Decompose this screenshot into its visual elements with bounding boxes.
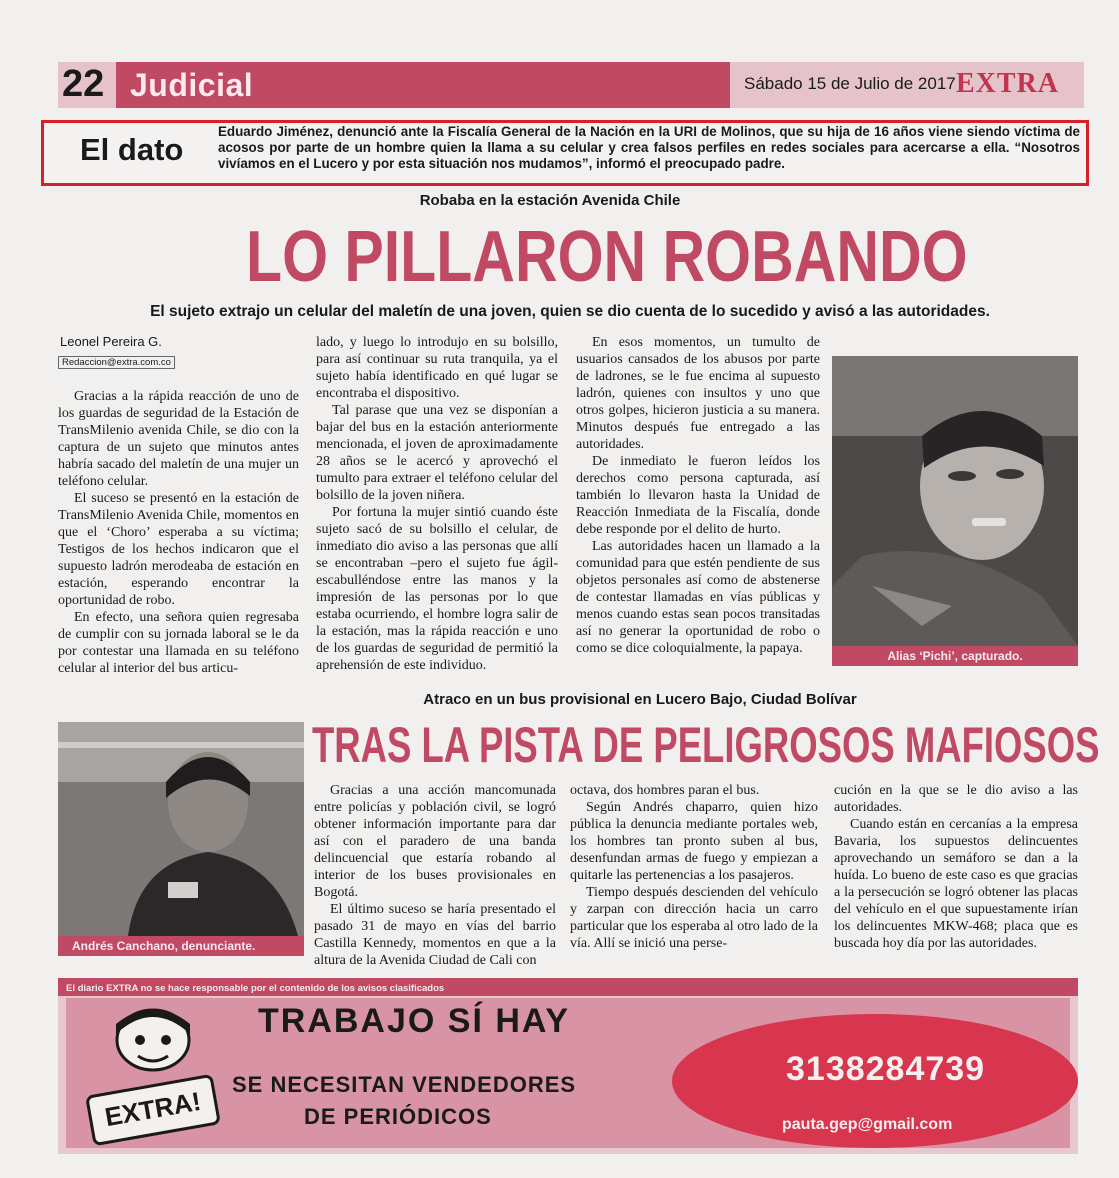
page-number: 22 (62, 63, 105, 105)
article2-column-3 (834, 782, 1078, 952)
paragraph: cución en la que se le dio aviso a las autoridades. (834, 783, 1078, 815)
article1-subhead: El sujeto extrajo un celular del maletín de una joven, quien se dio cuenta de lo sucedido y avisó a las autoridades. (150, 303, 990, 320)
paragraph: Tiempo después descienden del vehículo y zarpan con dirección hacia un carro particular que los esperaba al otro lado de la vía. Allí se inició una perse- (570, 885, 818, 951)
complainant-photo-caption: Andrés Canchano, denunciante. (58, 936, 304, 956)
suspect-photo (832, 356, 1078, 646)
byline-email: Redaccion@extra.com.co (58, 356, 175, 369)
ad-phone: 3138284739 (786, 1050, 986, 1088)
paragraph: Las autoridades hacen un llamado a la comunidad para que estén pendiente de sus objetos personales así como de abstenerse de contestar llamadas en vías públicas y menos cuando estas sean pocos transitadas así no generar la oportunidad de robo o como se dice coloquialmente, la papaya. (576, 539, 820, 656)
paragraph: Gracias a una acción mancomunada entre policías y población civil, se logró obtener información importante para dar así con el paradero de una banda delincuencial que estaría robando al interior de los buses provisionales en Bogotá. (314, 783, 556, 900)
mascot-sign: EXTRA! (102, 1085, 204, 1133)
paragraph: Cuando están en cercanías a la empresa Bavaria, los supuestos delincuentes aprovechando un semáforo se dan a la huída. Lo bueno de este caso es que gracias a la persecución se logró obtener las placas del vehículo en el que supuestamente irían los delincuentes MKW-468; placa que es buscada hoy día por las autoridades. (834, 817, 1078, 951)
ad-headline: TRABAJO SÍ HAY (258, 1002, 571, 1040)
paragraph: El último suceso se haría presentado el pasado 31 de mayo en vías del barrio Castilla Kennedy, momentos en que a la altura de la Avenida Ciudad de Cali con (314, 902, 556, 968)
article2-column-1 (314, 782, 556, 969)
paragraph: Tal parase que una vez se disponían a bajar del bus en la estación anteriormente mencionada, el joven de aproximadamente 28 años se le acercó y aprovechó el tumulto para extraer el teléfono celular del bolsillo de la joven niñera. (316, 403, 558, 503)
ad-line-2: SE NECESITAN VENDEDORES (232, 1072, 577, 1097)
paragraph: Según Andrés chaparro, quien hizo pública la denuncia mediante portales web, los hombres tan pronto suben al bus, desenfundan armas de fuego y empiezan a quitarle las pertenencias a los pasajeros. (570, 800, 818, 883)
byline: Leonel Pereira G. (60, 334, 162, 349)
suspect-photo-caption: Alias ‘Pichi’, capturado. (832, 646, 1078, 666)
article2-headline: TRAS LA PISTA DE PELIGROSOS MAFIOSOS (312, 717, 1100, 773)
brand-logo: EXTRA (956, 68, 1060, 99)
ad-line-3: DE PERIÓDICOS (304, 1104, 492, 1129)
article1-kicker: Robaba en la estación Avenida Chile (419, 192, 681, 209)
article1-column-3 (576, 334, 820, 657)
complainant-portrait-icon (58, 722, 304, 936)
dato-label: El dato (80, 132, 184, 167)
ad-email: pauta.gep@gmail.com (782, 1116, 953, 1133)
suspect-portrait-icon (832, 356, 1078, 646)
section-label: Judicial (130, 67, 254, 103)
paragraph: octava, dos hombres paran el bus. (570, 783, 760, 798)
paragraph: Gracias a la rápida reacción de uno de los guardas de seguridad de la Estación de TransMilenio avenida Chile, se dio con la captura de un sujeto que minutos antes habría sacado del maletín de una mujer un teléfono celular. (58, 389, 299, 489)
article1-column-1 (58, 388, 299, 677)
paragraph: lado, y luego lo introdujo en su bolsillo, para así continuar su ruta tranquila, ya el sujeto había identificado en qué lugar se encontraba el dispositivo. (316, 335, 558, 401)
article2-kicker: Atraco en un bus provisional en Lucero Bajo, Ciudad Bolívar (423, 691, 857, 708)
paragraph: El suceso se presentó en la estación de TransMilenio Avenida Chile, momentos en que el ‘Choro’ esperaba a su víctima; Testigos de los hechos indicaron que el supuesto ladrón merodeaba de estación en estación, esperando encontrar la oportunidad de robo. (58, 491, 299, 608)
paragraph: De inmediato le fueron leídos los derechos como persona capturada, así también lo llevaron hasta la Unidad de Reacción Inmediata de la Fiscalía, donde debe responde por el delito de hurto. (576, 454, 820, 537)
paragraph: En esos momentos, un tumulto de usuarios cansados de los abusos por parte de ladrones, se le fue encima al supuesto ladrón, quienes con insultos y uno que otros golpes, hicieron justicia a su manera. Minutos después fue entregado a las autoridades. (576, 335, 820, 452)
article2-column-2 (570, 782, 818, 952)
header-date: Sábado 15 de Julio de 2017 (744, 74, 956, 93)
article1-column-2 (316, 334, 558, 674)
dato-text: Eduardo Jiménez, denunció ante la Fiscalía General de la Nación en la URI de Molinos, que su hija de 16 años viene siendo víctima de acosos por parte de un hombre quien la llama a su celular y crea falsos perfiles en redes sociales para acercarse a ella. “Nosotros vivíamos en el Lucero y por esta situación nos mudamos”, informó el preocupado padre. (218, 124, 1080, 171)
complainant-photo (58, 722, 304, 936)
paragraph: En efecto, una señora quien regresaba de cumplir con su jornada laboral se le da por contestar una llamada en su teléfono celular al interior del bus articu- (58, 610, 299, 676)
ad-disclaimer: El diario EXTRA no se hace responsable por el contenido de los avisos clasificados (66, 983, 445, 994)
paragraph: Por fortuna la mujer sintió cuando éste sujeto sacó de su bolsillo el celular, de inmediato dio aviso a las personas que allí se encontraban –pero el sujeto fue ágil- escabulléndose entre las manos y la impresión de las personas por lo que estaba ocurriendo, el hombre logra salir de la estación, mas la rápida reacción e uno de los guardas de seguridad de permitió la aprehensión de este individuo. (316, 505, 558, 673)
article1-headline: LO PILLARON ROBANDO (246, 217, 968, 297)
newsboy-mascot-icon (78, 1000, 228, 1146)
ad-mascot (78, 1000, 228, 1146)
